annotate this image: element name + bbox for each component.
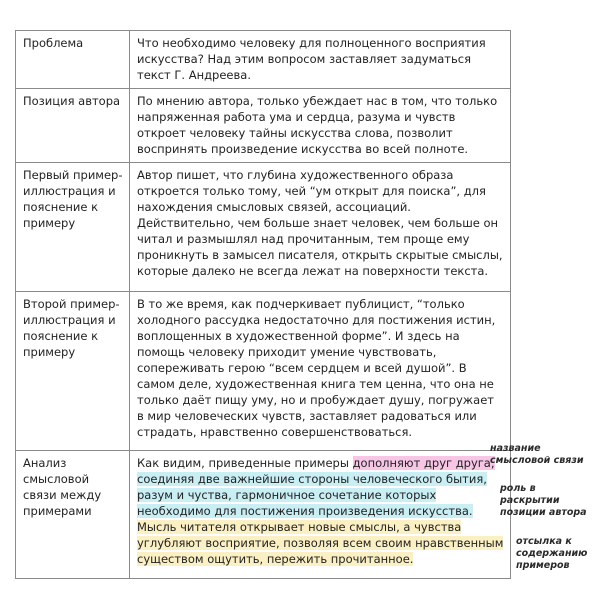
row-text — [130, 451, 511, 579]
row-label: Анализ смысловой связи между примерами — [16, 451, 130, 579]
table-row-first-example — [16, 163, 511, 292]
row-text: В то же время, как подчеркивает публицист, “только холодного рассудка недостаточно для постижения истин, воплощенных в художественной форме”. И здесь на помощь человеку приходит умение чувствовать, сопереживать герою “всем сердцем и всей душой”. В самом деле, художественная книга тем ценна, что она не только даёт пищу уму, но и пробуждает душу, погружает в мир человеческих чувств, заставляет радоваться или страдать, нравственно совершенствоваться. — [130, 292, 511, 451]
table-row-second-example — [16, 292, 511, 451]
highlight-author-role: соединяя две важнейшие стороны человеческого бытия, разум и чуства, гармоничное сочетание которых необходимо для постижения произведения искусства. — [137, 472, 487, 518]
table-row-connection-analysis — [16, 451, 511, 579]
essay-structure-table — [15, 30, 511, 579]
row-label: Позиция автора — [16, 89, 130, 163]
row-label: Второй пример-иллюстрация и пояснение к примеру — [16, 292, 130, 451]
row-text: Автор пишет, что глубина художественного образа откроется только тому, чей “ум открыт для поиска”, для нахождения смысловых связей, ассоциаций. Действительно, чем больше знает человек, чем больше он читал и размышлял над прочитанным, тем проще ему проникнуть в замысел писателя, открыть скрытые смыслы, которые далеко не всегда лежат на поверхности текста. — [130, 163, 511, 292]
text-plain: Как видим, приведенные примеры — [137, 456, 353, 470]
highlight-connection-name: дополняют друг друга, — [352, 456, 495, 470]
annotation-author-role: роль в раскрытии позиции автора — [500, 483, 587, 518]
row-text: По мнению автора, только убеждает нас в том, что только напряженная работа ума и сердца, разума и чувств откроет человеку тайны искусства слова, позволит воспринять произведение искусства во всей полноте. — [130, 89, 511, 163]
row-text: Что необходимо человеку для полноценного восприятия искусства? Над этим вопросом заставляет задуматься текст Г. Андреева. — [130, 31, 511, 89]
annotation-examples-reference: отсылка к содержанию примеров — [516, 536, 588, 571]
row-label: Проблема — [16, 31, 130, 89]
table-row-problem — [16, 31, 511, 89]
highlight-examples-reference: Мысль читателя открывает новые смыслы, а чувства углубляют восприятие, позволяя всем своим нравственным существом ощутить, пережить прочитанное. — [137, 520, 504, 566]
row-label: Первый пример-иллюстрация и пояснение к примеру — [16, 163, 130, 292]
table-row-author-position — [16, 89, 511, 163]
annotation-connection-name: название смысловой связи — [490, 443, 584, 466]
